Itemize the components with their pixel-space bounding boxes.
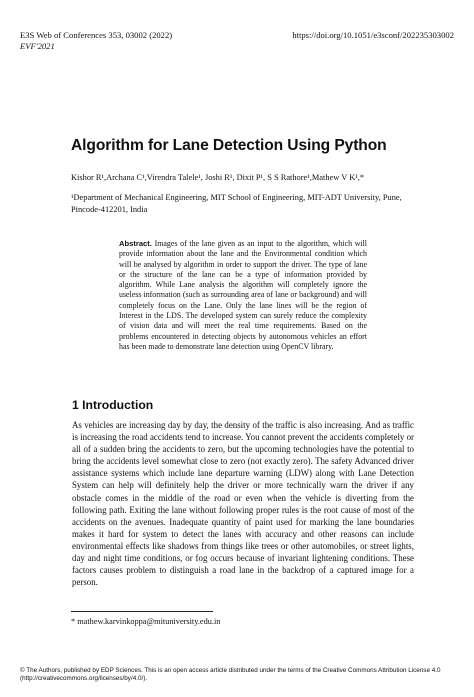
abstract-text: Images of the lane given as an input to the algorithm, which will provide information about the lane and the Environmental condition which will be analysed by algorithm in order to support the driver. The type of lane or the structure of the lane can be a type of information provided by algorithm. While Lane analysis the algorithm will completely ignore the useless information (such as surrounding area of lane or background) and will completely focus on the Lane. Only the lane lines will be the region of Interest in the LDS. The developed system can surely reduce the complexity of vision data and will meet the real time requirements. Based on the problems encountered in detecting objects by autonomous vehicles an effort has been made to demonstrate lane detection using OpenCV library.: [119, 239, 367, 351]
author-list: Kishor R¹,Archana C¹,Virendra Talele¹, Joshi R¹, Dixit P¹, S S Rathore¹,Mathew V K¹,*: [71, 173, 365, 182]
conference-name: EVF'2021: [20, 41, 55, 51]
license-footer: © The Authors, published by EDP Sciences. This is an open access article distributed under the terms of the Creative Commons Attribution License 4.0 (http://creativecommons.org/licenses/by/4.0/).: [20, 667, 441, 683]
doi-link[interactable]: https://doi.org/10.1051/e3sconf/202235303002: [292, 30, 454, 40]
abstract-label: Abstract.: [119, 239, 152, 248]
paper-title: Algorithm for Lane Detection Using Python: [71, 137, 387, 154]
affiliation: ¹Department of Mechanical Engineering, MIT School of Engineering, MIT-ADT University, Pune, Pincode-412201, India: [71, 193, 402, 215]
section-heading-introduction: 1 Introduction: [72, 398, 154, 412]
abstract: [119, 239, 367, 352]
introduction-text: As vehicles are increasing day by day, the density of the traffic is also increasing. And as traffic is increasing the road accidents tend to increase. You cannot prevent the accidents completely or all of a sudden bring the accidents to zero, but the upcoming technologies have the potential to bring the accidents level somewhat close to zero (not exactly zero). The safety Advanced driver assistance systems which include lane departure warning (LDW) along with Lane Detection System can help will definitely help the driver or more technically warn the driver if any obstacle comes in the middle of the road or even when the vehicle is diverting from the following path. Exiting the lane without following proper rules is the root cause of most of the accidents on the avenues. Inadequate quantity of paint used for marking the lane boundaries makes it hard for system to detect the lanes with accuracy and other reasons can include environmental effects like shadows from things like trees or other automobiles, or street lights, day and night time conditions, or fog occurs because of invariant lightening conditions. These factors causes problem to distinguish a road lane in the backdrop of a captured image for a person.: [72, 420, 414, 588]
footnote-divider: [71, 611, 213, 612]
journal-reference: E3S Web of Conferences 353, 03002 (2022): [20, 30, 173, 40]
corresponding-email[interactable]: * mathew.karvinkoppa@mituniversity.edu.in: [71, 617, 221, 626]
